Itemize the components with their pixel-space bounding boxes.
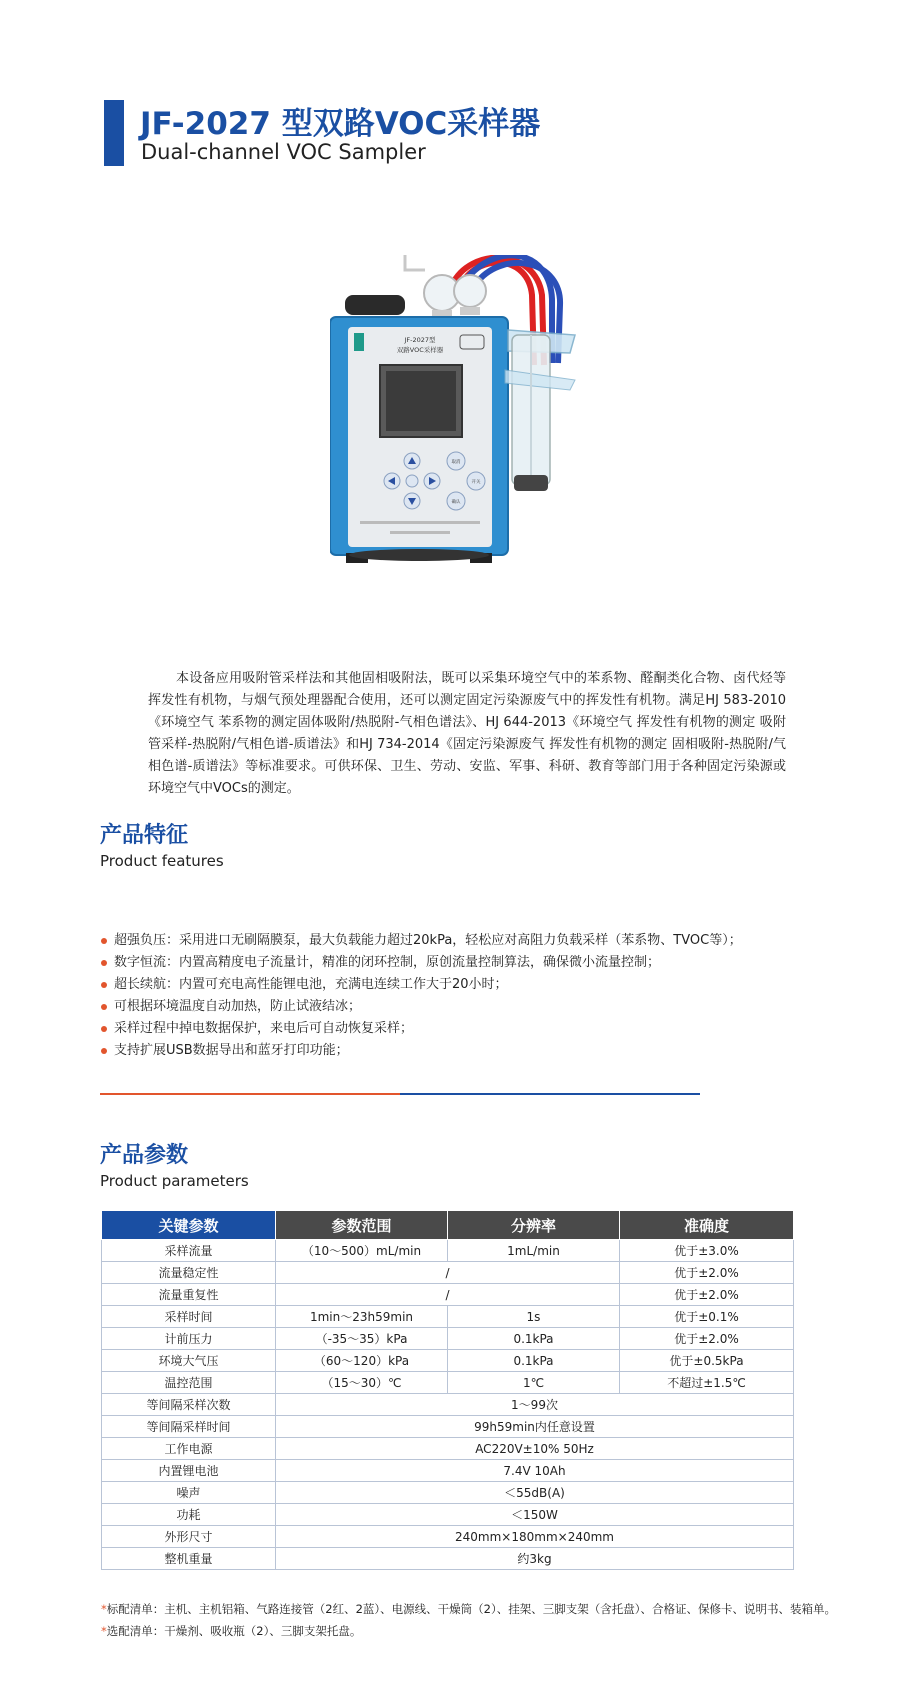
page-subtitle: Dual-channel VOC Sampler <box>141 140 426 164</box>
feature-text: 超长续航：内置可充电高性能锂电池，充满电连续工作大于20小时； <box>114 977 508 992</box>
param-resolution: 0.1kPa <box>448 1328 620 1350</box>
param-accuracy: 优于±2.0% <box>620 1284 794 1306</box>
param-name: 温控范围 <box>102 1372 276 1394</box>
note-optional-text: 选配清单：干燥剂、吸收瓶（2）、三脚支架托盘。 <box>106 1624 362 1638</box>
table-row <box>102 1460 794 1482</box>
bullet-dot-icon <box>101 982 107 988</box>
note-standard-text: 标配清单：主机、主机铝箱、气路连接管（2红、2蓝）、电源线、干燥筒（2）、挂架、三脚支架（含托盘）、合格证、保修卡、说明书、装箱单。 <box>106 1602 836 1616</box>
param-range: （-35～35）kPa <box>276 1328 448 1350</box>
param-accuracy: 优于±3.0% <box>620 1240 794 1262</box>
param-value: ＜150W <box>276 1504 794 1526</box>
bullet-dot-icon <box>101 938 107 944</box>
product-image <box>330 255 610 610</box>
param-name: 采样流量 <box>102 1240 276 1262</box>
table-row <box>102 1328 794 1350</box>
param-value: 1～99次 <box>276 1394 794 1416</box>
asterisk-icon: * <box>101 1624 107 1638</box>
param-value: 约3kg <box>276 1548 794 1570</box>
param-accuracy: 优于±2.0% <box>620 1328 794 1350</box>
param-name: 外形尺寸 <box>102 1526 276 1548</box>
param-value: AC220V±10% 50Hz <box>276 1438 794 1460</box>
feature-text: 超强负压：采用进口无刷隔膜泵，最大负载能力超过20kPa，轻松应对高阻力负载采样（苯系物、TVOC等）； <box>114 933 742 948</box>
note-optional <box>101 1620 821 1642</box>
section-divider-blue <box>400 1093 700 1095</box>
table-row <box>102 1526 794 1548</box>
param-name: 整机重量 <box>102 1548 276 1570</box>
table-header-row <box>102 1211 794 1240</box>
features-subtitle: Product features <box>100 852 224 870</box>
params-title: 产品参数 <box>100 1143 189 1168</box>
param-name: 等间隔采样次数 <box>102 1394 276 1416</box>
param-value: ＜55dB(A) <box>276 1482 794 1504</box>
bullet-dot-icon <box>101 1004 107 1010</box>
device-key-confirm: 确认 <box>451 500 461 505</box>
params-table <box>101 1210 794 1570</box>
params-subtitle: Product parameters <box>100 1172 249 1190</box>
param-name: 计前压力 <box>102 1328 276 1350</box>
header-accuracy: 准确度 <box>620 1211 794 1240</box>
header-range: 参数范围 <box>276 1211 448 1240</box>
table-row <box>102 1416 794 1438</box>
param-name: 等间隔采样时间 <box>102 1416 276 1438</box>
table-row <box>102 1350 794 1372</box>
feature-text: 可根据环境温度自动加热，防止试液结冰； <box>114 999 362 1014</box>
table-row <box>102 1394 794 1416</box>
param-name: 噪声 <box>102 1482 276 1504</box>
note-standard <box>101 1598 836 1620</box>
table-row <box>102 1372 794 1394</box>
title-accent-bar <box>104 100 124 166</box>
header-key-param: 关键参数 <box>102 1211 276 1240</box>
device-key-power: 开关 <box>471 480 481 485</box>
table-row <box>102 1504 794 1526</box>
param-range-resolution: / <box>276 1262 620 1284</box>
device-key-cancel: 取消 <box>451 460 461 465</box>
param-resolution: 1mL/min <box>448 1240 620 1262</box>
page-title: JF-2027 型双路VOC采样器 <box>140 106 541 142</box>
device-model-label: JF-2027型 <box>404 336 436 344</box>
param-resolution: 1s <box>448 1306 620 1328</box>
features-list <box>100 930 780 1062</box>
feature-text: 采样过程中掉电数据保护，来电后可自动恢复采样； <box>114 1021 414 1036</box>
notes <box>101 1598 836 1642</box>
param-name: 环境大气压 <box>102 1350 276 1372</box>
table-row <box>102 1438 794 1460</box>
list-item <box>100 996 780 1018</box>
param-name: 采样时间 <box>102 1306 276 1328</box>
param-range: （60～120）kPa <box>276 1350 448 1372</box>
param-range: （10～500）mL/min <box>276 1240 448 1262</box>
param-resolution: 0.1kPa <box>448 1350 620 1372</box>
list-item <box>100 1040 780 1062</box>
param-name: 内置锂电池 <box>102 1460 276 1482</box>
param-value: 99h59min内任意设置 <box>276 1416 794 1438</box>
param-resolution: 1℃ <box>448 1372 620 1394</box>
param-name: 流量稳定性 <box>102 1262 276 1284</box>
param-accuracy: 优于±2.0% <box>620 1262 794 1284</box>
table-row <box>102 1262 794 1284</box>
param-range-resolution: / <box>276 1284 620 1306</box>
param-value: 7.4V 10Ah <box>276 1460 794 1482</box>
param-name: 流量重复性 <box>102 1284 276 1306</box>
section-divider-orange <box>100 1093 400 1095</box>
list-item <box>100 952 780 974</box>
bullet-dot-icon <box>101 1048 107 1054</box>
param-accuracy: 优于±0.1% <box>620 1306 794 1328</box>
param-value: 240mm×180mm×240mm <box>276 1526 794 1548</box>
list-item <box>100 930 780 952</box>
param-accuracy: 优于±0.5kPa <box>620 1350 794 1372</box>
feature-text: 数字恒流：内置高精度电子流量计，精准的闭环控制，原创流量控制算法，确保微小流量控制； <box>114 955 661 970</box>
param-range: 1min～23h59min <box>276 1306 448 1328</box>
param-range: （15～30）℃ <box>276 1372 448 1394</box>
table-row <box>102 1306 794 1328</box>
list-item <box>100 1018 780 1040</box>
feature-text: 支持扩展USB数据导出和蓝牙打印功能； <box>114 1043 349 1058</box>
param-accuracy: 不超过±1.5℃ <box>620 1372 794 1394</box>
device-name-label: 双路VOC采样器 <box>396 346 444 354</box>
table-row <box>102 1284 794 1306</box>
param-name: 功耗 <box>102 1504 276 1526</box>
bullet-dot-icon <box>101 1026 107 1032</box>
list-item <box>100 974 780 996</box>
param-name: 工作电源 <box>102 1438 276 1460</box>
intro-paragraph: 本设备应用吸附管采样法和其他固相吸附法，既可以采集环境空气中的苯系物、醛酮类化合物、卤代烃等挥发性有机物，与烟气预处理器配合使用，还可以测定固定污染源废气中的挥发性有机物。满足HJ 583-2010《环境空气 苯系物的测定固体吸附/热脱附-气相色谱法》、HJ 644-2013《环境空气 挥发性有机物的测定 吸附管采样-热脱附/气相色谱-质谱法》和HJ 734-2014《固定污染源废气 挥发性有机物的测定 固相吸附-热脱附/气相色谱-质谱法》等标准要求。可供环保、卫生、劳动、安监、军事、科研、教育等部门用于各种固定污染源或环境空气中VOCs的测定。 <box>148 671 786 796</box>
bullet-dot-icon <box>101 960 107 966</box>
table-row <box>102 1548 794 1570</box>
asterisk-icon: * <box>101 1602 107 1616</box>
table-row <box>102 1482 794 1504</box>
features-title: 产品特征 <box>100 823 189 848</box>
header-resolution: 分辨率 <box>448 1211 620 1240</box>
table-row <box>102 1240 794 1262</box>
